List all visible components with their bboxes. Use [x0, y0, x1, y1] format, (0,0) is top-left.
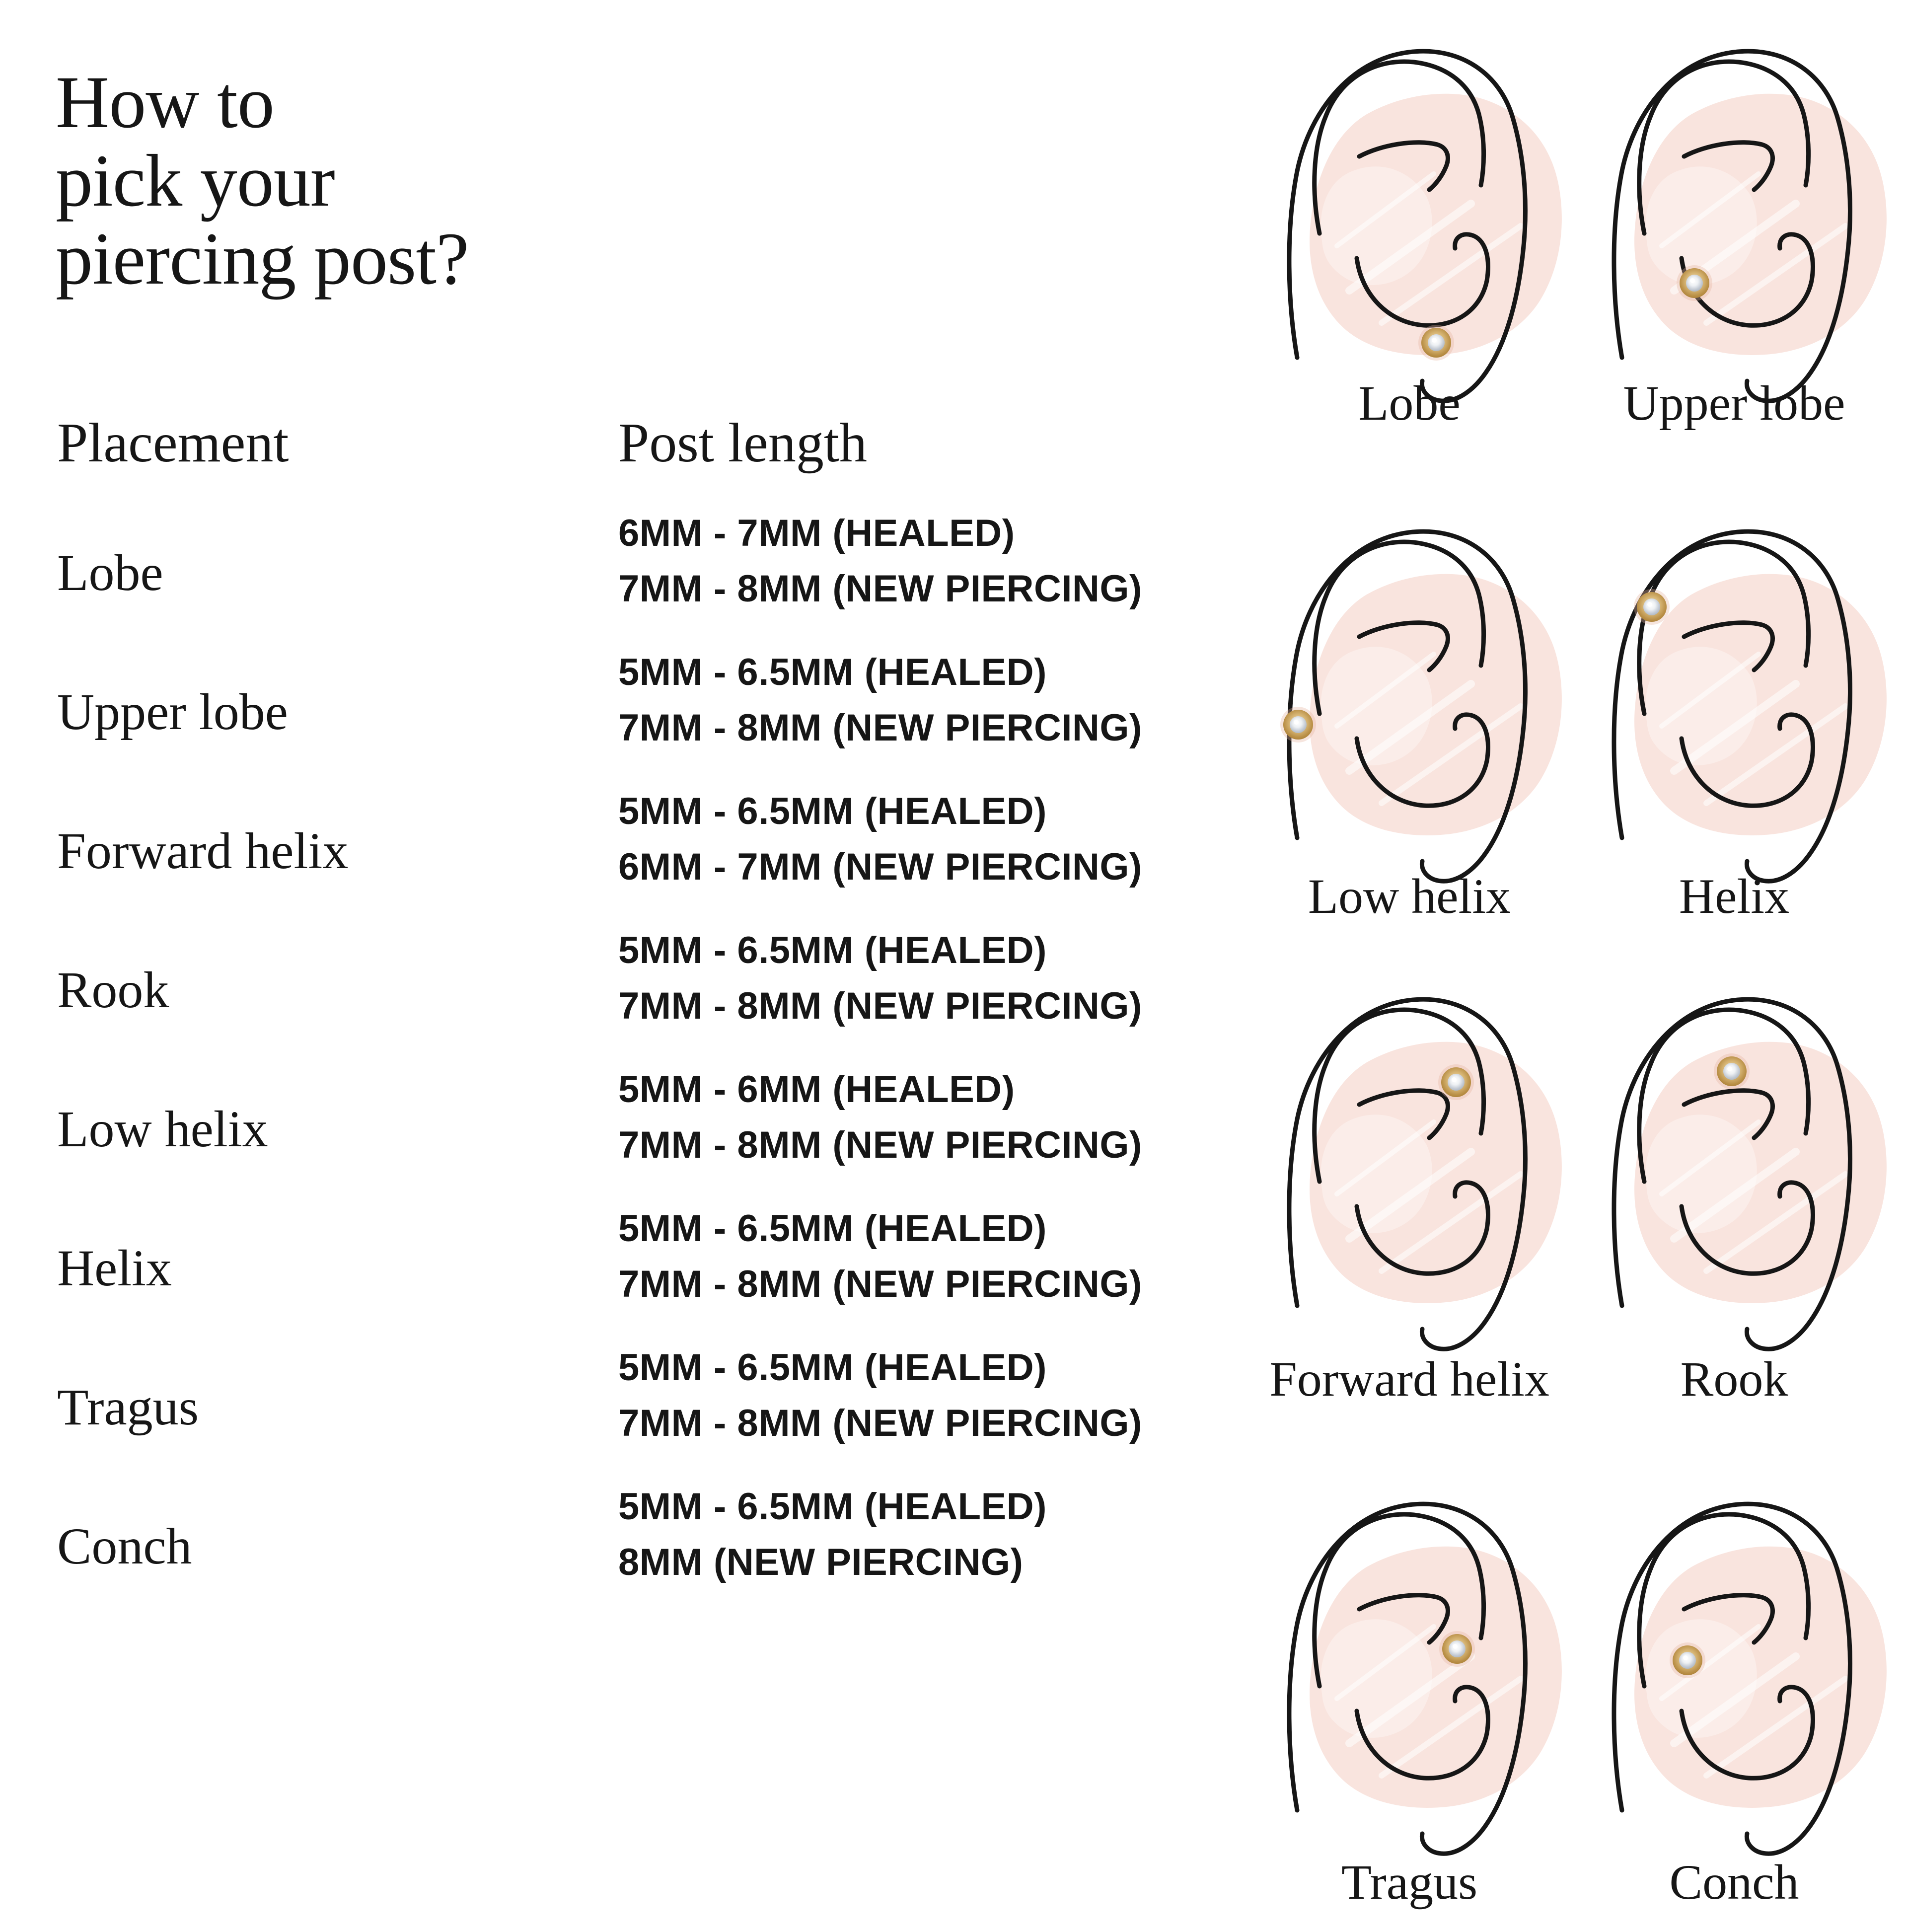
post-length-column-header: Post length — [618, 412, 867, 474]
post-length-new-piercing: 7MM - 8MM (NEW PIERCING) — [618, 1124, 1142, 1166]
table-row — [0, 651, 1217, 805]
ear-label: Conch — [1669, 1855, 1799, 1910]
ear-label: Forward helix — [1269, 1351, 1549, 1407]
earring-stud-icon — [1280, 707, 1316, 743]
ear-illustration-icon — [1262, 980, 1570, 1368]
ear-diagram — [1587, 513, 1895, 960]
earring-stud-icon — [1670, 1642, 1705, 1678]
earring-stud-icon — [1677, 265, 1712, 301]
post-length-healed: 5MM - 6.5MM (HEALED) — [618, 651, 1047, 693]
table-row — [0, 1346, 1217, 1500]
placement-label: Helix — [57, 1240, 172, 1297]
ear-label: Tragus — [1341, 1855, 1478, 1910]
table-row — [0, 1486, 1217, 1639]
earring-stud-icon — [1634, 589, 1670, 625]
post-length-new-piercing: 7MM - 8MM (NEW PIERCING) — [618, 1402, 1142, 1444]
placement-label: Conch — [57, 1518, 192, 1575]
post-length-healed: 5MM - 6.5MM (HEALED) — [618, 1207, 1047, 1250]
placement-label: Tragus — [57, 1379, 199, 1436]
earring-stud-icon — [1438, 1064, 1474, 1100]
ear-label: Upper lobe — [1623, 375, 1845, 431]
ear-illustration-icon — [1587, 1485, 1895, 1872]
ear-label: Lobe — [1358, 375, 1461, 431]
ear-label: Helix — [1679, 869, 1790, 924]
table-row — [0, 1068, 1217, 1222]
placement-label: Low helix — [57, 1101, 268, 1158]
table-row — [0, 929, 1217, 1083]
ear-label: Rook — [1680, 1351, 1788, 1407]
earring-stud-icon — [1418, 325, 1454, 361]
post-length-new-piercing: 7MM - 8MM (NEW PIERCING) — [618, 985, 1142, 1027]
earring-stud-icon — [1439, 1631, 1475, 1667]
ear-illustration-icon — [1262, 513, 1570, 900]
page-title — [56, 61, 469, 300]
post-length-healed: 5MM - 6.5MM (HEALED) — [618, 1486, 1047, 1528]
post-length-healed: 5MM - 6.5MM (HEALED) — [618, 790, 1047, 832]
placement-column-header: Placement — [57, 412, 289, 474]
table-row — [0, 790, 1217, 944]
post-length-new-piercing: 6MM - 7MM (NEW PIERCING) — [618, 846, 1142, 888]
ear-illustration-icon — [1262, 32, 1570, 420]
post-length-new-piercing: 8MM (NEW PIERCING) — [618, 1541, 1024, 1583]
placement-label: Rook — [57, 962, 169, 1019]
ear-diagram — [1587, 32, 1895, 479]
ear-diagram — [1587, 980, 1895, 1427]
placement-label: Lobe — [57, 544, 163, 601]
ear-label: Low helix — [1308, 869, 1511, 924]
ear-illustration-icon — [1587, 32, 1895, 420]
ear-illustration-icon — [1587, 513, 1895, 900]
ear-diagram — [1587, 1485, 1895, 1932]
placement-label: Upper lobe — [57, 683, 288, 741]
post-length-healed: 6MM - 7MM (HEALED) — [618, 512, 1015, 554]
placement-label: Forward helix — [57, 822, 349, 880]
ear-illustration-icon — [1587, 980, 1895, 1368]
post-length-healed: 5MM - 6.5MM (HEALED) — [618, 929, 1047, 971]
earring-stud-icon — [1714, 1053, 1750, 1089]
ear-illustration-icon — [1262, 1485, 1570, 1872]
post-length-healed: 5MM - 6.5MM (HEALED) — [618, 1346, 1047, 1389]
post-length-new-piercing: 7MM - 8MM (NEW PIERCING) — [618, 568, 1142, 610]
page-title-line: pick your — [56, 139, 335, 222]
table-row — [0, 1207, 1217, 1361]
table-row — [0, 512, 1217, 666]
post-length-new-piercing: 7MM - 8MM (NEW PIERCING) — [618, 707, 1142, 749]
page-title-line: piercing post? — [56, 218, 469, 300]
post-length-healed: 5MM - 6MM (HEALED) — [618, 1068, 1015, 1111]
page-title-line: How to — [56, 61, 274, 144]
post-length-new-piercing: 7MM - 8MM (NEW PIERCING) — [618, 1263, 1142, 1305]
